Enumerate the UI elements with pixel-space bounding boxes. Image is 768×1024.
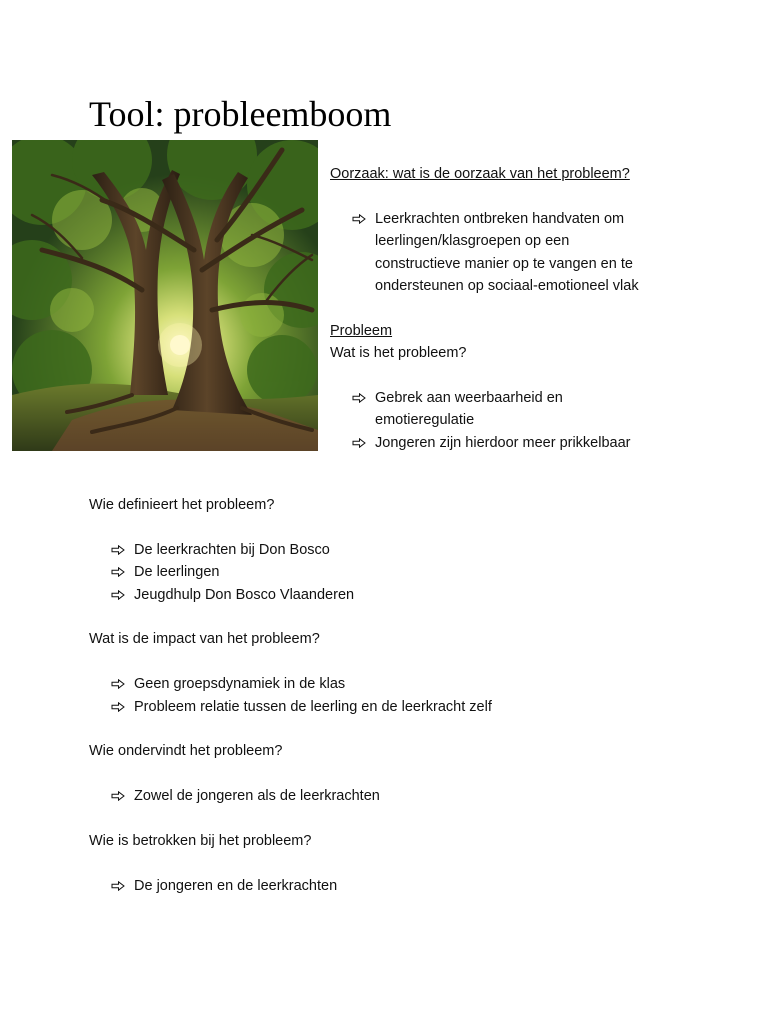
arrow-right-icon	[111, 584, 127, 606]
page-title: Tool: probleemboom	[89, 94, 392, 134]
questions-section	[89, 494, 729, 897]
definieert-question: Wie definieert het probleem?	[89, 497, 275, 513]
impact-list	[89, 673, 729, 718]
list-item: Gebrek aan weerbaarheid en emotieregulatie	[330, 387, 750, 432]
probleem-heading: Probleem	[330, 322, 393, 339]
oorzaak-heading: Oorzaak: wat is de oorzaak van het probleem?	[330, 166, 630, 182]
tree-photo	[12, 140, 318, 451]
list-item: Probleem relatie tussen de leerling en de leerkracht zelf	[89, 696, 729, 718]
list-item: Zowel de jongeren als de leerkrachten	[89, 785, 729, 807]
arrow-right-icon	[111, 561, 127, 583]
list-item: Jeugdhulp Don Bosco Vlaanderen	[89, 584, 729, 606]
arrow-right-icon	[111, 875, 127, 897]
list-item: Leerkrachten ontbreken handvaten om leerlingen/klasgroepen op een constructieve manier op te vangen en te ondersteunen op sociaal-emotioneel vlak	[330, 208, 750, 298]
list-item: De jongeren en de leerkrachten	[89, 875, 729, 897]
probleem-question: Wat is het probleem?	[330, 345, 467, 362]
definieert-list	[89, 539, 729, 606]
arrow-right-icon	[111, 696, 127, 718]
list-item: Jongeren zijn hierdoor meer prikkelbaar	[330, 432, 750, 454]
list-item: Geen groepsdynamiek in de klas	[89, 673, 729, 695]
list-item: De leerkrachten bij Don Bosco	[89, 539, 729, 561]
ondervindt-question: Wie ondervindt het probleem?	[89, 743, 283, 760]
arrow-right-icon	[352, 208, 368, 230]
list-item: De leerlingen	[89, 561, 729, 583]
arrow-right-icon	[352, 387, 368, 409]
ondervindt-list	[89, 785, 729, 807]
oorzaak-list	[330, 208, 750, 298]
betrokken-list	[89, 875, 729, 897]
arrow-right-icon	[352, 432, 368, 454]
arrow-right-icon	[111, 673, 127, 695]
arrow-right-icon	[111, 539, 127, 561]
oorzaak-probleem-section	[330, 163, 750, 454]
arrow-right-icon	[111, 785, 127, 807]
betrokken-question: Wie is betrokken bij het probleem?	[89, 833, 312, 849]
impact-question: Wat is de impact van het probleem?	[89, 631, 320, 648]
probleem-list	[330, 387, 750, 454]
